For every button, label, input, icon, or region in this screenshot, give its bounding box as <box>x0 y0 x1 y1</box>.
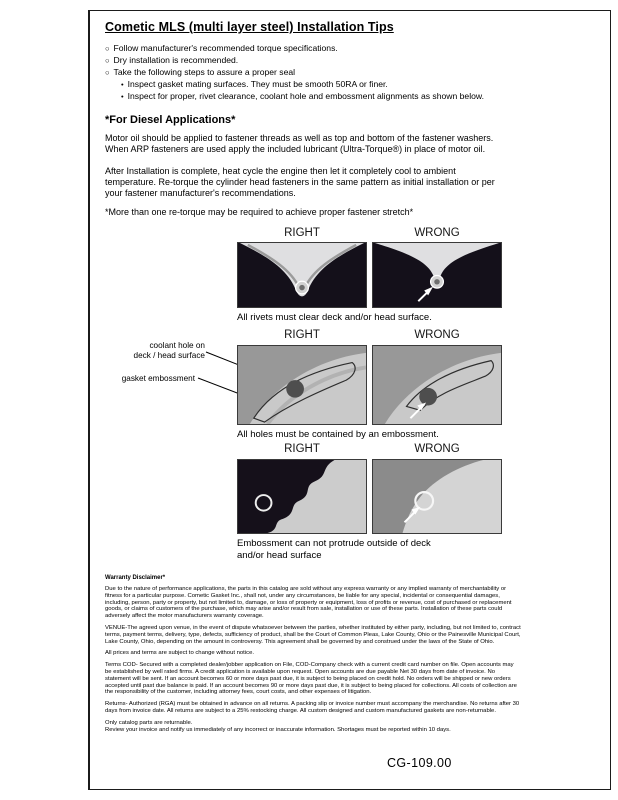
embossment-contained-wrong-diagram <box>373 346 501 424</box>
callout-line: deck / head surface <box>133 351 205 360</box>
dot-bullet-icon: • <box>121 91 124 101</box>
figure2-wrong-image <box>372 345 502 425</box>
diesel-applications-heading: *For Diesel Applications* <box>105 114 236 126</box>
legal-paragraph: Terms COD- Secured with a completed dealer/jobber application on File, COD-Company check with a current credit card number on file. Open accounts may be established by well rated firms. A credit application is available upon request. Open accounts are due payable Net 30 days from date of invoice. No statement will be sent. If an account becomes 60 or more days past due, it is subject to being placed on credit hold. No orders will be shipped or new orders accepted until past due balance is paid. If an account becomes 90 or more days past due, it is subject to being placed for collections. All costs of collection are the responsibility of the customer, including attorney fees, court costs, and other expenses of litigation. <box>105 662 517 696</box>
legal-paragraph: Review your invoice and notify us immediately of any incorrect or inaccurate information. Shortages must be reported within 10 days. <box>105 726 451 733</box>
figure2-wrong-label: WRONG <box>414 329 460 341</box>
tip-text: Dry installation is recommended. <box>113 55 239 65</box>
figure1-wrong-image <box>372 242 502 308</box>
catalog-page-code: CG-109.00 <box>387 756 452 770</box>
coolant-hole-icon <box>419 388 437 406</box>
circle-bullet-icon: ○ <box>105 55 110 65</box>
page-title: Cometic MLS (multi layer steel) Installation Tips <box>105 20 394 34</box>
figure1-right-label: RIGHT <box>284 227 320 239</box>
tip-item <box>105 67 295 77</box>
tip-text: Take the following steps to assure a proper seal <box>113 67 296 77</box>
dot-bullet-icon: • <box>121 79 124 89</box>
legal-paragraph: All prices and terms are subject to change without notice. <box>105 650 254 657</box>
sub-tip-text: Inspect for proper, rivet clearance, coolant hole and embossment alignments as shown below. <box>127 91 485 101</box>
coolant-hole-callout <box>108 341 205 361</box>
legal-paragraph: Due to the nature of performance applications, the parts in this catalog are sold without any express warranty or any implied warranty of merchantability or fitness for a particular purpose. Cometic Gasket Inc., shall not, under any circumstances, be liable for any special, incidental or consequential damages, including, person, party or property, but not limited to, damage, or loss of property or equipment, loss of profits or revenue, cost of purchased or replacement goods, or claims of customers of the purchase, which may arise and/or result from sale, installation or use of these parts. Installation of these parts could adversely affect the motor manufacturers warranty coverage. <box>105 586 512 620</box>
figure3-caption: Embossment can not protrude outside of deck and/or head surface <box>237 538 431 561</box>
diesel-paragraph-2: After Installation is complete, heat cycle the engine then let it completely cool to ambient temperature. Re-torque the cylinder head fasteners in the same pattern as initial installation or per your fastener manufacturer's recommendations. <box>105 166 495 198</box>
rivet-clearance-right-diagram <box>238 243 366 307</box>
embossment-protrusion-right-diagram <box>238 460 366 533</box>
tip-item <box>105 55 238 65</box>
rivet-clearance-wrong-diagram <box>373 243 501 307</box>
figure3-right-image <box>237 459 367 534</box>
legal-paragraph: VENUE-The agreed upon venue, in the event of dispute whatsoever between the parties, whether instituted by either party, including, but not limited to, contract terms, payment terms, delivery, type, defects, sufficiency of product, shall be the Court of Common Pleas, Lake County, Ohio or the Painesville Municipal Court, Lake County, Ohio, depending on the amount in controversy. This agreement shall be governed by and construed under the laws of the State of Ohio. <box>105 624 521 645</box>
figure1-caption: All rivets must clear deck and/or head surface. <box>237 312 432 323</box>
legal-paragraph: Returns- Authorized (RGA) must be obtained in advance on all returns. A packing slip or invoice number must accompany the merchandise. No returns after 30 days from invoice date. All returns are subject to a 25% restocking charge. All custom designed and custom manufactured gaskets are non-returnable. <box>105 701 520 714</box>
coolant-hole-icon <box>286 380 304 398</box>
gasket-embossment-callout: gasket embossment <box>121 374 195 383</box>
figure2-right-image <box>237 345 367 425</box>
figure2-caption: All holes must be contained by an embossment. <box>237 429 439 440</box>
figure3-wrong-label: WRONG <box>414 443 460 455</box>
figure2-right-label: RIGHT <box>284 329 320 341</box>
sub-tip-item <box>121 79 388 89</box>
legal-paragraph: Only catalog parts are returnable. <box>105 719 193 726</box>
tip-item <box>105 43 338 53</box>
sub-tip-item <box>121 91 484 101</box>
tip-text: Follow manufacturer's recommended torque specifications. <box>113 43 338 53</box>
figure3-right-label: RIGHT <box>284 443 320 455</box>
figure1-right-image <box>237 242 367 308</box>
circle-bullet-icon: ○ <box>105 67 110 77</box>
callout-line: coolant hole on <box>149 341 205 350</box>
figure1-wrong-label: WRONG <box>414 227 460 239</box>
legal-section <box>105 575 521 738</box>
warranty-disclaimer-heading: Warranty Disclaimer* <box>105 575 166 581</box>
embossment-protrusion-wrong-diagram <box>373 460 501 533</box>
retorque-note: *More than one re-torque may be required to achieve proper fastener stretch* <box>105 207 414 217</box>
embossment-contained-right-diagram <box>238 346 366 424</box>
diesel-paragraph-1: Motor oil should be applied to fastener threads as well as top and bottom of the fastener washers. When ARP fasteners are used apply the included lubricant (Ultra-Torque®) in place of motor oil. <box>105 133 494 154</box>
sub-tip-text: Inspect gasket mating surfaces. They must be smooth 50RA or finer. <box>127 79 388 89</box>
circle-bullet-icon: ○ <box>105 43 110 53</box>
figure3-wrong-image <box>372 459 502 534</box>
